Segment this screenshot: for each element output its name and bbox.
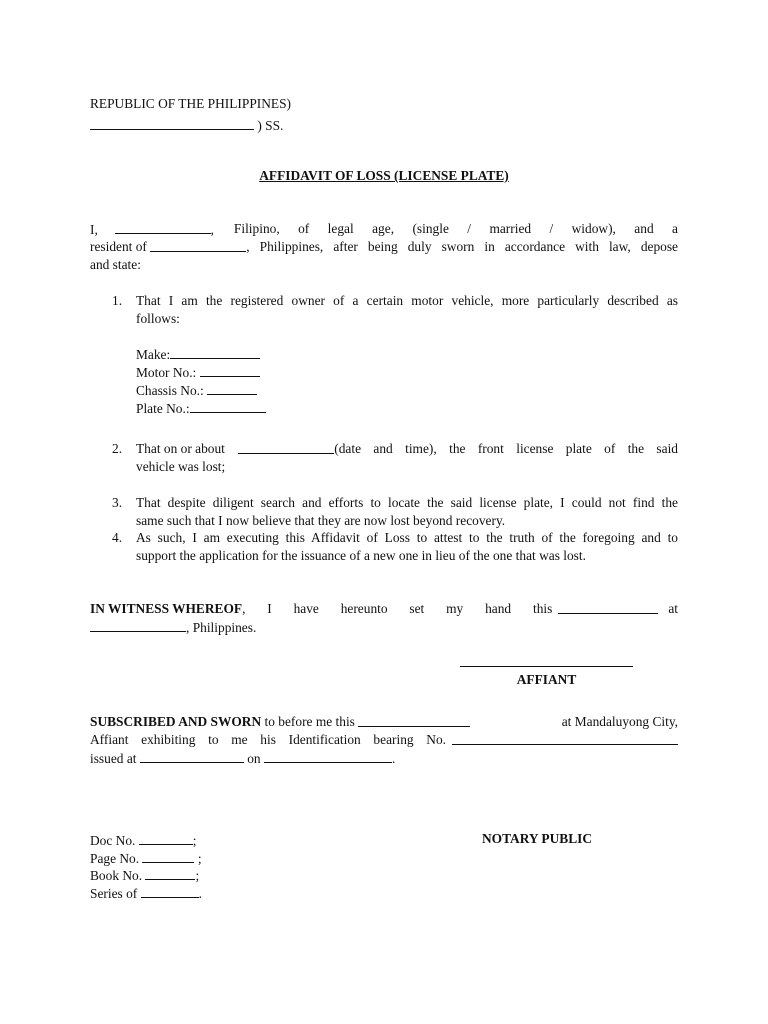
vehicle-plate-blank[interactable]: [190, 399, 266, 413]
affiant-name-blank[interactable]: [115, 220, 211, 234]
jurat-line-1: [90, 713, 678, 731]
issued-at-blank[interactable]: [140, 749, 244, 763]
item-4-line-1: As such, I am executing this Affidavit of Loss to attest to the truth of the foregoing and to: [136, 530, 678, 545]
vehicle-make-blank[interactable]: [170, 345, 260, 359]
intro-line-2-text: , Philippines, after being duly sworn in accordance with law, depose: [246, 239, 678, 254]
doc-no-row: [90, 831, 196, 850]
jurat-period: .: [391, 751, 396, 766]
venue-blank[interactable]: [90, 116, 254, 130]
item-2-text-b: (date and time), the front license plate of the said: [334, 441, 678, 456]
witness-text-a: , I have hereunto set my hand this: [242, 601, 553, 616]
jurat-date-blank[interactable]: [358, 713, 470, 727]
witness-place-blank[interactable]: [90, 618, 186, 632]
witness-line-1: [90, 600, 678, 619]
intro-line-1-text: Filipino, of legal age, (single / married / widow), and a: [233, 221, 678, 236]
jurat-line-2: [90, 731, 678, 750]
vehicle-make-label: Make:: [136, 347, 171, 362]
book-no-label: Book No.: [90, 868, 143, 883]
jurat-issued-at: issued at: [90, 751, 137, 766]
page-no-blank[interactable]: [142, 849, 194, 863]
series-blank[interactable]: [141, 884, 199, 898]
series-end: .: [198, 886, 202, 901]
witness-date-blank[interactable]: [558, 600, 658, 614]
item-2-line-2: vehicle was lost;: [136, 459, 226, 474]
vehicle-motor-blank[interactable]: [200, 363, 260, 377]
vehicle-chassis-row: [136, 381, 257, 400]
doc-no-end: ;: [192, 833, 197, 848]
series-label: Series of: [90, 886, 138, 901]
doc-no-label: Doc No.: [90, 833, 136, 848]
vehicle-plate-label: Plate No.:: [136, 401, 190, 416]
book-no-blank[interactable]: [145, 866, 195, 880]
page-no-end: ;: [197, 851, 202, 866]
item-3-number: 3.: [112, 495, 123, 510]
page-no-label: Page No.: [90, 851, 140, 866]
item-1-line-1: That I am the registered owner of a certain motor vehicle, more particularly described as: [136, 293, 678, 308]
jurat-on: on: [247, 751, 261, 766]
vehicle-chassis-label: Chassis No.:: [136, 383, 204, 398]
vehicle-chassis-blank[interactable]: [207, 381, 257, 395]
venue-suffix: ) SS.: [257, 118, 284, 133]
witness-philippines: , Philippines.: [186, 620, 257, 635]
item-2-number: 2.: [112, 441, 123, 456]
jurat-line-2-text: Affiant exhibiting to me his Identification bearing No.: [90, 732, 446, 747]
jurat-bold: SUBSCRIBED AND SWORN: [90, 714, 262, 729]
intro-line-3: and state:: [90, 257, 141, 272]
jurat-text-a: to before me this: [264, 714, 355, 729]
item-4-number: 4.: [112, 530, 123, 545]
jurat-text-b: at Mandaluyong City,: [561, 714, 678, 729]
venue-line-1: REPUBLIC OF THE PHILIPPINES): [90, 96, 292, 111]
notary-public-label: NOTARY PUBLIC: [482, 831, 593, 846]
book-no-end: ;: [195, 868, 200, 883]
intro-comma: ,: [210, 222, 214, 237]
affiant-label: AFFIANT: [516, 672, 577, 687]
intro-line-1: [90, 220, 678, 239]
intro-line-2: [90, 238, 678, 256]
date-time-blank[interactable]: [238, 440, 334, 454]
series-row: [90, 884, 202, 903]
doc-no-blank[interactable]: [139, 831, 193, 845]
issued-on-blank[interactable]: [264, 749, 392, 763]
vehicle-motor-row: [136, 363, 260, 382]
jurat-line-3: [90, 749, 395, 768]
witness-at: at: [668, 601, 678, 616]
book-no-row: [90, 866, 199, 885]
item-2-line-1: [136, 440, 678, 458]
vehicle-make-row: [136, 345, 260, 364]
venue-line-2: [90, 116, 283, 135]
id-number-blank[interactable]: [452, 731, 678, 745]
witness-line-2: [90, 618, 256, 637]
item-1-number: 1.: [112, 293, 123, 308]
item-4-line-2: support the application for the issuance of a new one in lieu of the one that was lost.: [136, 548, 586, 563]
witness-bold: IN WITNESS WHEREOF: [90, 601, 243, 616]
vehicle-plate-row: [136, 399, 266, 418]
affiant-signature-line[interactable]: [460, 666, 633, 667]
item-1-line-2: follows:: [136, 311, 180, 326]
document-title: AFFIDAVIT OF LOSS (LICENSE PLATE): [259, 168, 509, 183]
vehicle-motor-label: Motor No.:: [136, 365, 197, 380]
intro-i: I,: [90, 222, 98, 237]
intro-resident: resident of: [90, 239, 147, 254]
item-3-line-2: same such that I now believe that they are now lost beyond recovery.: [136, 513, 506, 528]
residence-blank[interactable]: [150, 238, 246, 252]
item-3-line-1: That despite diligent search and efforts to locate the said license plate, I could not find the: [136, 495, 678, 510]
item-2-text-a: That on or about: [136, 441, 225, 456]
